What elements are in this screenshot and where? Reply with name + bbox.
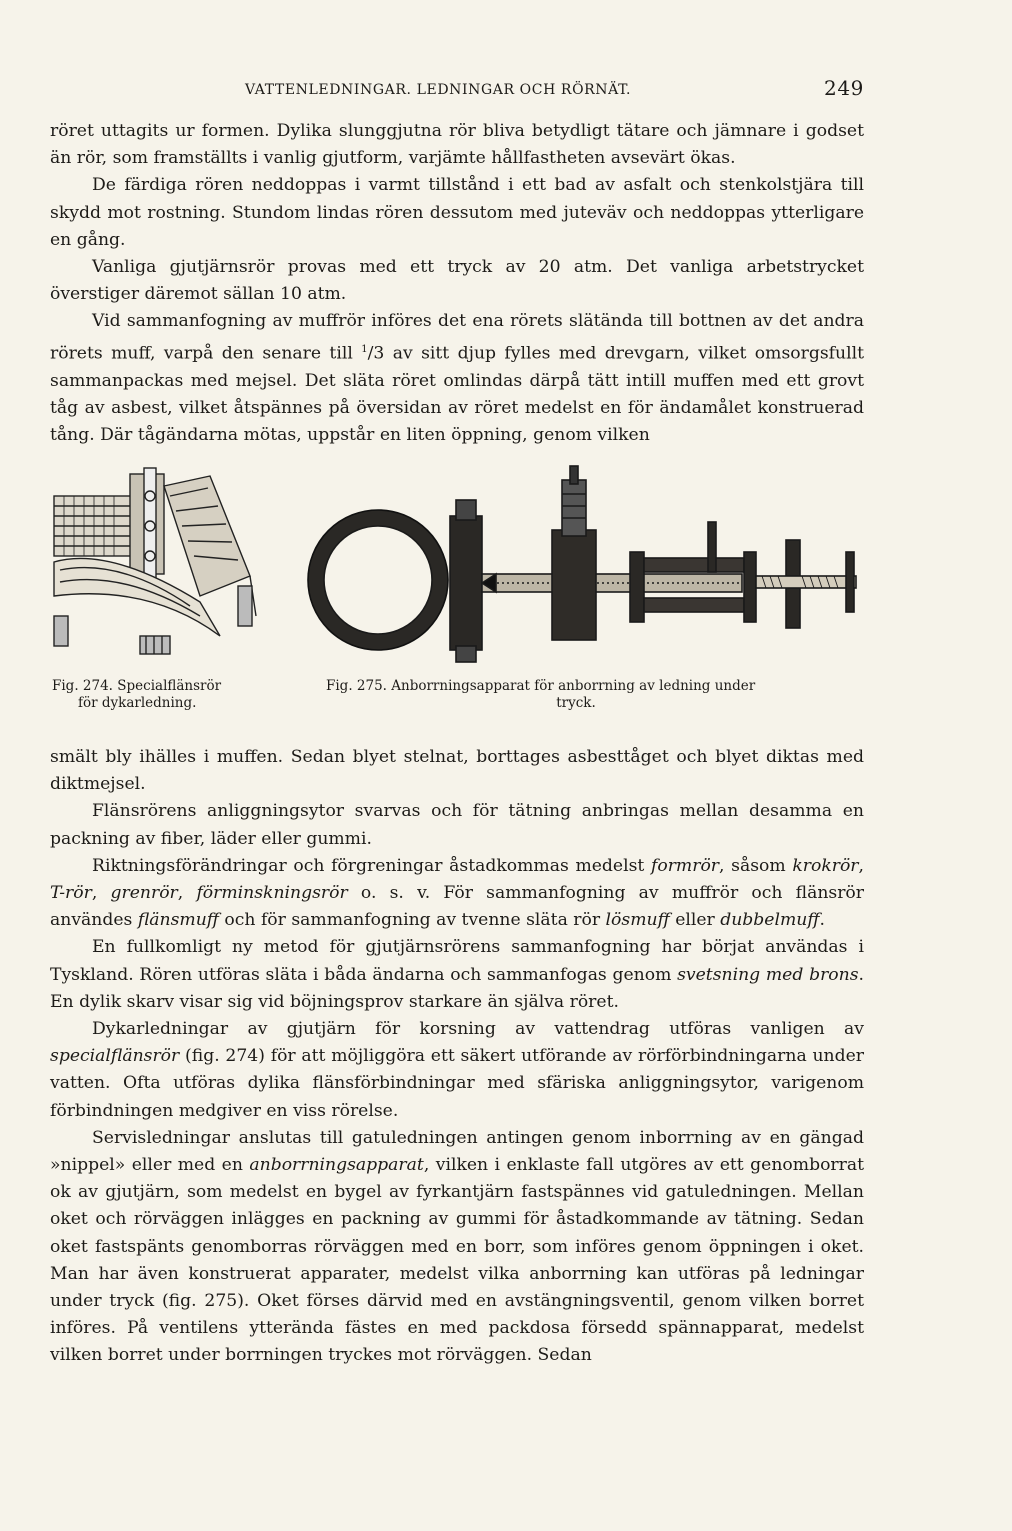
fig-274-flange-pipe-drawing: [50, 466, 270, 666]
paragraph: En fullkomligt ny metod för gjutjärnsrörens sammanfogning har börjat användas i Tyskland. Rören utföras släta i båda ändarna och sammanfogas genom svetsning med brons. En dylik skarv visar sig vid böjningsprov starkare än själva röret.: [50, 937, 864, 1012]
text-block-bottom: [50, 744, 864, 1370]
paragraph: smält bly ihälles i muffen. Sedan blyet stelnat, borttages asbesttåget och blyet diktas med diktmejsel.: [50, 747, 864, 795]
fraction-numerator: 1: [361, 343, 368, 355]
figures-row: [50, 460, 864, 720]
paragraph-pipe-fittings: Riktningsförändringar och förgreningar åstadkommas medelst formrör, såsom krokrör, T-rör, grenrör, förminskningsrör o. s. v. För sammanfogning av muffrör och flänsrör användes flänsmuff och för sammanfogning av tvenne släta rör lösmuff eller dubbelmuff.: [50, 855, 865, 931]
caption-fig-274: Fig. 274. Specialflänsrör för dykarledning.: [52, 678, 222, 711]
paragraph: Flänsrörens anliggningsytor svarvas och för tätning anbringas mellan desamma en packning av fiber, läder eller gummi.: [50, 801, 864, 849]
paragraph: Servisledningar anslutas till gatuledningen antingen genom inborrning av en gängad »nippel» eller med en anborrningsapparat, vilken i enklaste fall utgöres av ett genomborrat ok av gjutjärn, som medelst en bygel av fyrkantjärn fastspännes vid gatuledningen. Mellan oket och rörväggen inlägges en packning av gummi för åstadkommande av tätning. Sedan oket fastspänts genomborras rörväggen med en borr, som införes genom öppningen i oket. Man har även konstruerat apparater, medelst vilka anborrning kan utföras på ledningar under tryck (fig. 275). Oket förses därvid med en avstängningsventil, genom vilken borret införes. På ventilens ytterända fästes en med packdosa försedd spännapparat, medelst vilken borret under borrningen tryckes mot rörväggen. Sedan: [50, 1127, 865, 1366]
running-title: VATTENLEDNINGAR. LEDNINGAR OCH RÖRNÄT.: [245, 82, 632, 98]
running-header: [50, 76, 864, 102]
paragraph: De färdiga rören neddoppas i varmt tillstånd i ett bad av asfalt och stenkolstjära till skydd mot rostning. Stundom lindas rören dessutom med juteväv och neddoppas ytterligare en gång.: [50, 175, 864, 250]
paragraph: Dykarledningar av gjutjärn för korsning av vattendrag utföras vanligen av specialflänsrör (fig. 274) för att möjliggöra ett säkert utförande av rörförbindningarna under vatten. Ofta utföras dylika flänsförbindningar med sfäriska anliggningsytor, varigenom förbindningen medgiver en viss rörelse.: [50, 1019, 864, 1121]
fig-275-tapping-apparatus-drawing: [300, 460, 860, 672]
paragraph-muff: Vid sammanfogning av muffrör införes det ena rörets slätända till bottnen av det andra rörets muff, varpå den senare till $^1$/3 av sitt djup fylles med drevgarn, vilket omsorgsfullt sammanpackas med mejsel. Det släta röret omlindas därpå tätt intill muffen med ett grovt tåg av asbest, vilket åtspännes på översidan av röret medelst en för ändamålet konstruerad tång. Där tågändarna mötas, uppstår en liten öppning, genom vilken: [50, 311, 864, 445]
fraction-denominator: /3: [367, 343, 385, 364]
page-number: 249: [824, 76, 864, 100]
paragraph: Vanliga gjutjärnsrör provas med ett tryck av 20 atm. Det vanliga arbetstrycket överstiger däremot sällan 10 atm.: [50, 257, 864, 305]
paragraph: röret uttagits ur formen. Dylika slunggjutna rör bliva betydligt tätare och jämnare i godset än rör, som framställts i vanlig gjutform, varjämte hållfastheten avsevärt ökas.: [50, 121, 864, 169]
caption-fig-275: Fig. 275. Anborrningsapparat för anborrning av ledning under tryck.: [326, 678, 756, 711]
text-block-top: [50, 118, 864, 449]
